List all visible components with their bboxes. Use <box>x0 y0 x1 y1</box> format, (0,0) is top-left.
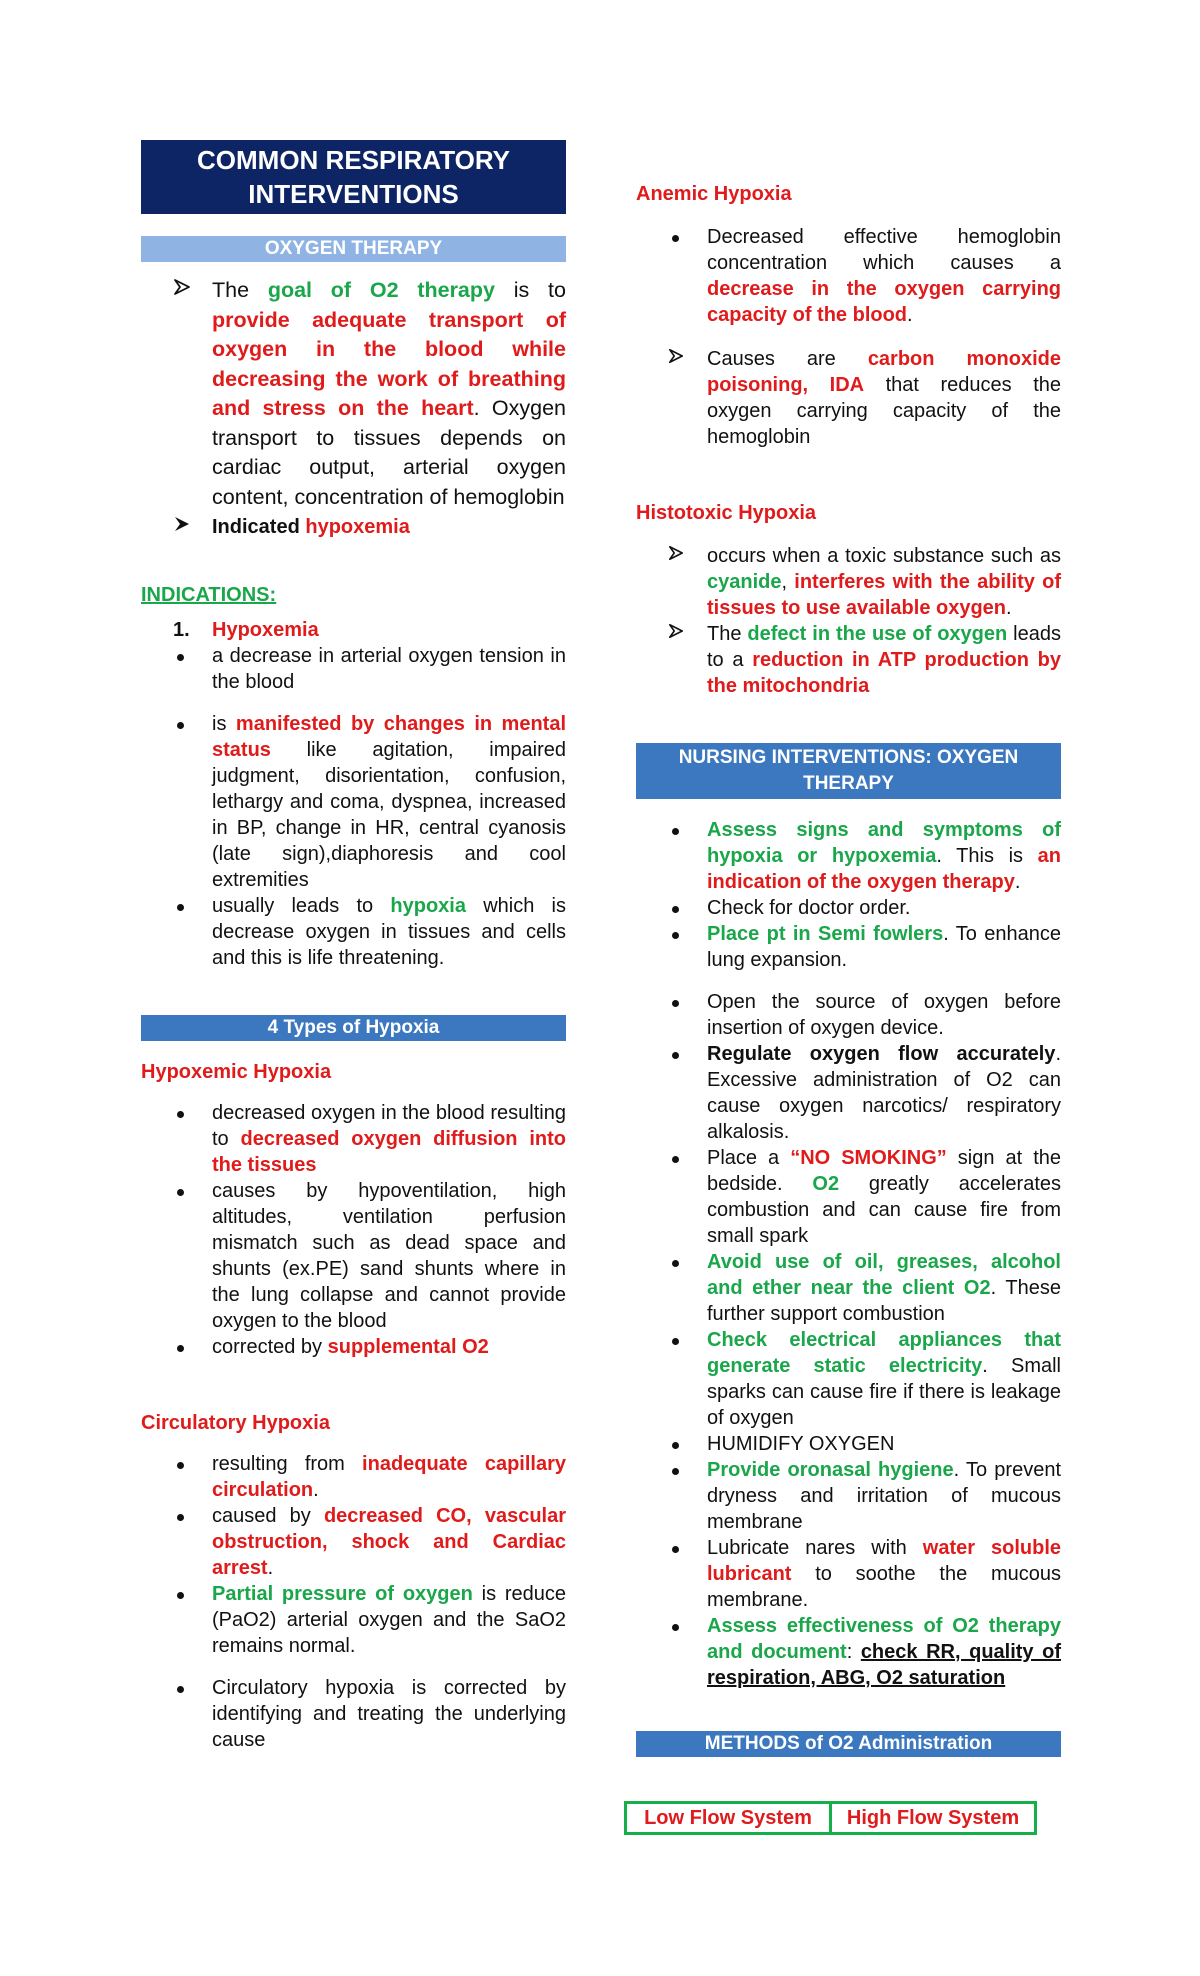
list-item: Circulatory hypoxia is corrected by identifying and treating the underlying cause <box>141 1675 566 1753</box>
list-item: resulting from inadequate capillary circulation. <box>141 1451 566 1503</box>
oxygen-therapy-band: OXYGEN THERAPY <box>141 236 566 262</box>
document-title <box>141 140 566 214</box>
arrow-bullet-icon <box>668 543 696 569</box>
list-item: usually leads to hypoxia which is decrease oxygen in tissues and cells and this is life threatening. <box>141 893 566 971</box>
anemic-hypoxia-heading: Anemic Hypoxia <box>636 183 792 205</box>
list-item: causes by hypoventilation, high altitudes, ventilation perfusion mismatch such as dead space and shunts (ex.PE) sand shunts where in the lung collapse and cannot provide oxygen to the blood <box>141 1178 566 1334</box>
list-item: Open the source of oxygen before insertion of oxygen device. <box>636 989 1061 1041</box>
goal-list <box>141 276 566 540</box>
list-item: Check electrical appliances that generate static electricity. Small sparks can cause fire if there is leakage of oxygen <box>636 1327 1061 1431</box>
list-item: a decrease in arterial oxygen tension in the blood <box>141 643 566 695</box>
nursing-list <box>636 817 1061 1691</box>
list-item: HUMIDIFY OXYGEN <box>636 1431 1061 1457</box>
low-flow-system-box: Low Flow System <box>624 1801 832 1835</box>
goal-item: The goal of O2 therapy is to provide adequate transport of oxygen in the blood while decreasing the work of breathing and stress on the heart. Oxygen transport to tissues depends on cardiac output, arterial oxygen content, concentration of hemoglobin <box>141 276 566 512</box>
arrow-bullet-icon <box>173 276 201 306</box>
indications-heading: INDICATIONS: <box>141 584 277 606</box>
title-line-1: COMMON RESPIRATORY <box>197 145 510 175</box>
list-item: Place a “NO SMOKING” sign at the bedside. O2 greatly accelerates combustion and can cause fire from small spark <box>636 1145 1061 1249</box>
title-line-2: INTERVENTIONS <box>248 179 459 209</box>
list-item: Assess signs and symptoms of hypoxia or hypoxemia. This is an indication of the oxygen therapy. <box>636 817 1061 895</box>
arrow-bullet-icon <box>668 346 696 372</box>
flow-system-boxes <box>624 1801 1037 1835</box>
histotoxic-list <box>636 543 1061 699</box>
list-item: The defect in the use of oxygen leads to a reduction in ATP production by the mitochondria <box>636 621 1061 699</box>
list-item: is manifested by changes in mental status like agitation, impaired judgment, disorientation, confusion, lethargy and coma, dyspnea, increased in BP, change in HR, central cyanosis (late sign),diaphoresis and cool extremities <box>141 711 566 893</box>
high-flow-system-box: High Flow System <box>829 1801 1037 1835</box>
list-item: Avoid use of oil, greases, alcohol and ether near the client O2. These further support combustion <box>636 1249 1061 1327</box>
circulatory-list <box>141 1451 566 1753</box>
list-item: Place pt in Semi fowlers. To enhance lung expansion. <box>636 921 1061 973</box>
arrow-bullet-icon <box>668 621 696 647</box>
list-item: Check for doctor order. <box>636 895 1061 921</box>
hypoxemic-hypoxia-heading: Hypoxemic Hypoxia <box>141 1061 332 1083</box>
list-item: Partial pressure of oxygen is reduce (PaO2) arterial oxygen and the SaO2 remains normal. <box>141 1581 566 1659</box>
histotoxic-hypoxia-heading: Histotoxic Hypoxia <box>636 502 817 524</box>
nursing-interventions-band: NURSING INTERVENTIONS: OXYGEN THERAPY <box>636 743 1061 799</box>
indicated-item: Indicated hypoxemia <box>141 514 566 540</box>
circulatory-hypoxia-heading: Circulatory Hypoxia <box>141 1412 330 1434</box>
list-item: occurs when a toxic substance such as cyanide, interferes with the ability of tissues to use available oxygen. <box>636 543 1061 621</box>
list-item: Assess effectiveness of O2 therapy and document: check RR, quality of respiration, ABG, O2 saturation <box>636 1613 1061 1691</box>
list-item: caused by decreased CO, vascular obstruction, shock and Cardiac arrest. <box>141 1503 566 1581</box>
arrow-bullet-icon <box>173 514 201 541</box>
list-item: Decreased effective hemoglobin concentration which causes a decrease in the oxygen carrying capacity of the blood. <box>636 224 1061 328</box>
list-item: corrected by supplemental O2 <box>141 1334 566 1360</box>
list-item: decreased oxygen in the blood resulting to decreased oxygen diffusion into the tissues <box>141 1100 566 1178</box>
types-of-hypoxia-band: 4 Types of Hypoxia <box>141 1015 566 1041</box>
list-item: Regulate oxygen flow accurately. Excessive administration of O2 can cause oxygen narcotics/ respiratory alkalosis. <box>636 1041 1061 1145</box>
left-column <box>141 140 566 1753</box>
list-item: Provide oronasal hygiene. To prevent dryness and irritation of mucous membrane <box>636 1457 1061 1535</box>
right-column <box>636 183 1061 1757</box>
list-item: Lubricate nares with water soluble lubricant to soothe the mucous membrane. <box>636 1535 1061 1613</box>
methods-band: METHODS of O2 Administration <box>636 1731 1061 1757</box>
anemic-list <box>636 224 1061 450</box>
hypoxemic-list <box>141 1100 566 1360</box>
hypoxemia-item: 1. Hypoxemia <box>173 619 319 641</box>
indications-list <box>141 617 566 971</box>
list-item: Causes are carbon monoxide poisoning, IDA that reduces the oxygen carrying capacity of the hemoglobin <box>636 346 1061 450</box>
